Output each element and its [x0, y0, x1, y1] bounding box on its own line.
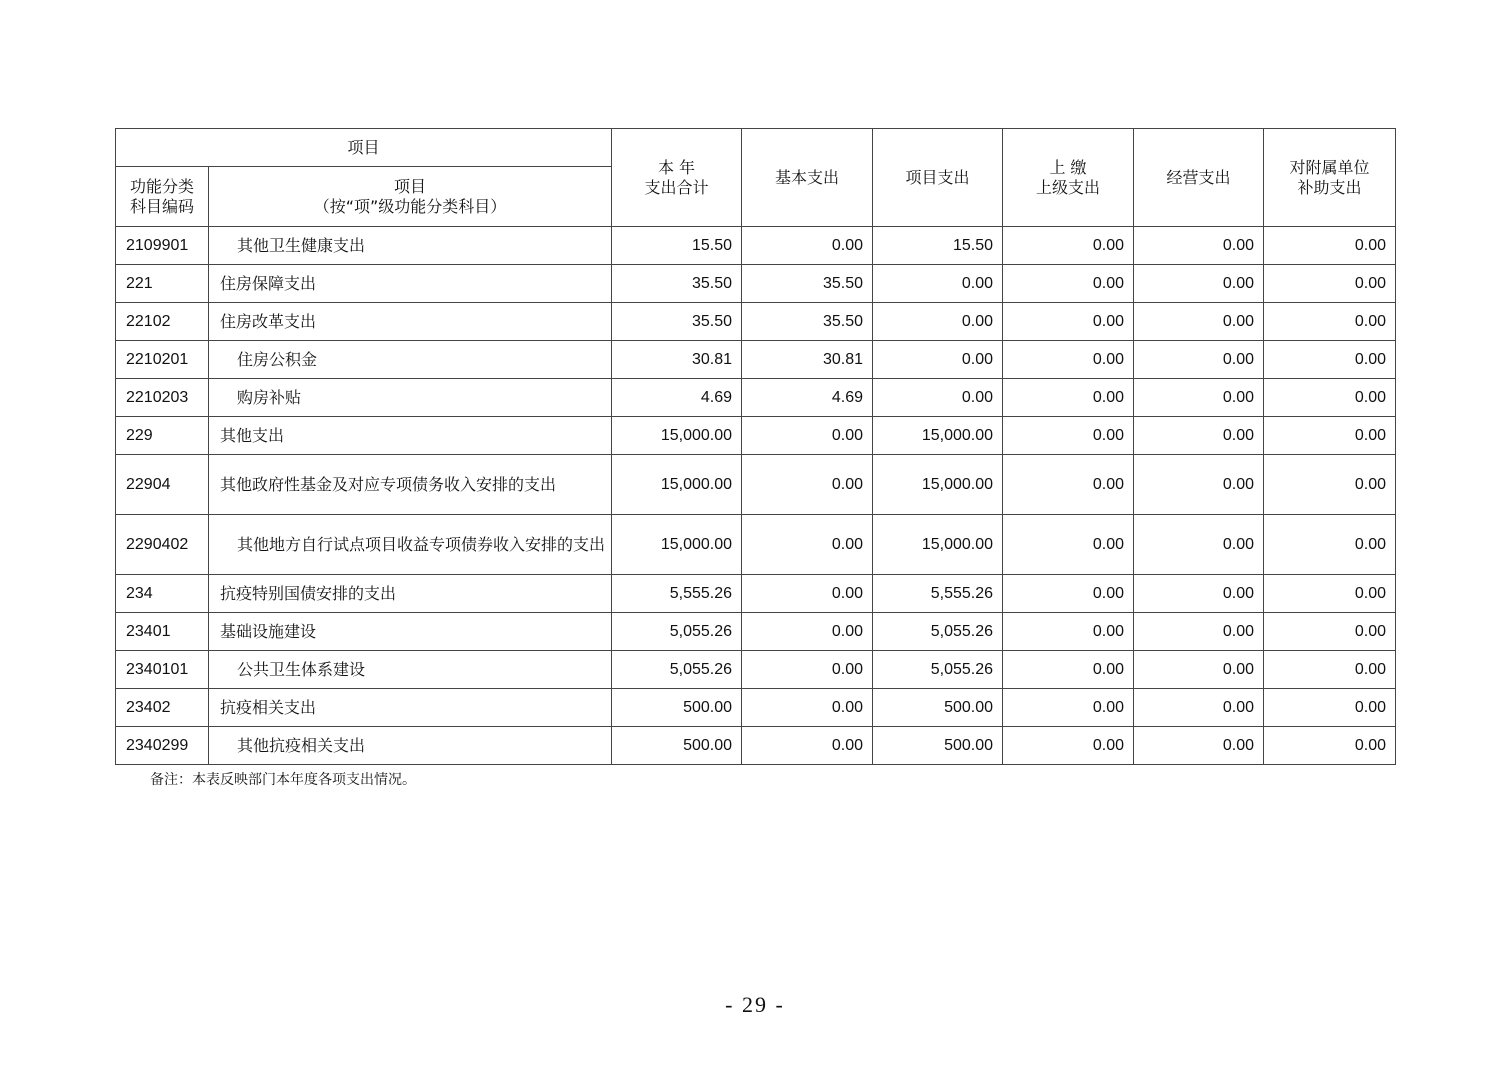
row-basic: 30.81: [742, 341, 873, 379]
page-number: - 29 -: [725, 992, 785, 1017]
row-project: 15,000.00: [873, 455, 1003, 515]
row-project: 5,055.26: [873, 651, 1003, 689]
row-subsidy: 0.00: [1264, 575, 1396, 613]
table-row: [116, 727, 1396, 765]
row-code: 234: [116, 575, 209, 613]
row-total: 30.81: [612, 341, 742, 379]
row-total: 4.69: [612, 379, 742, 417]
row-business: 0.00: [1134, 303, 1264, 341]
row-project: 15.50: [873, 227, 1003, 265]
row-basic: 0.00: [742, 575, 873, 613]
row-name: 基础设施建设: [209, 613, 612, 651]
header-code: 功能分类 科目编码: [116, 167, 209, 227]
row-upper: 0.00: [1003, 651, 1134, 689]
row-subsidy: 0.00: [1264, 265, 1396, 303]
row-upper: 0.00: [1003, 455, 1134, 515]
header-total: 本 年 支出合计: [612, 129, 742, 227]
row-basic: 4.69: [742, 379, 873, 417]
row-name: 公共卫生体系建设: [209, 651, 612, 689]
header-project: 项目支出: [873, 129, 1003, 227]
table-row: [116, 575, 1396, 613]
row-business: 0.00: [1134, 651, 1264, 689]
row-upper: 0.00: [1003, 265, 1134, 303]
expenditure-table: [115, 128, 1396, 765]
table-body: [116, 227, 1396, 765]
row-code: 2210203: [116, 379, 209, 417]
header-name: 项目 （按“项”级功能分类科目）: [209, 167, 612, 227]
row-basic: 0.00: [742, 689, 873, 727]
row-total: 5,555.26: [612, 575, 742, 613]
row-upper: 0.00: [1003, 689, 1134, 727]
table-row: [116, 379, 1396, 417]
table-row: [116, 455, 1396, 515]
row-project: 5,555.26: [873, 575, 1003, 613]
row-project: 500.00: [873, 727, 1003, 765]
row-project: 15,000.00: [873, 417, 1003, 455]
row-business: 0.00: [1134, 455, 1264, 515]
row-name: 住房保障支出: [209, 265, 612, 303]
row-upper: 0.00: [1003, 417, 1134, 455]
row-project: 500.00: [873, 689, 1003, 727]
row-code: 2290402: [116, 515, 209, 575]
row-name: 抗疫相关支出: [209, 689, 612, 727]
row-subsidy: 0.00: [1264, 227, 1396, 265]
row-code: 229: [116, 417, 209, 455]
row-upper: 0.00: [1003, 727, 1134, 765]
row-business: 0.00: [1134, 613, 1264, 651]
table-row: [116, 651, 1396, 689]
row-basic: 35.50: [742, 265, 873, 303]
row-code: 2109901: [116, 227, 209, 265]
row-upper: 0.00: [1003, 303, 1134, 341]
row-business: 0.00: [1134, 727, 1264, 765]
row-basic: 35.50: [742, 303, 873, 341]
row-business: 0.00: [1134, 575, 1264, 613]
row-basic: 0.00: [742, 651, 873, 689]
row-business: 0.00: [1134, 341, 1264, 379]
row-basic: 0.00: [742, 727, 873, 765]
header-business: 经营支出: [1134, 129, 1264, 227]
row-project: 0.00: [873, 341, 1003, 379]
table-row: [116, 689, 1396, 727]
row-name: 其他地方自行试点项目收益专项债券收入安排的支出: [209, 515, 612, 575]
row-business: 0.00: [1134, 265, 1264, 303]
table-row: [116, 515, 1396, 575]
table-row: [116, 303, 1396, 341]
row-name: 其他抗疫相关支出: [209, 727, 612, 765]
header-item-group: 项目: [116, 129, 612, 167]
row-basic: 0.00: [742, 227, 873, 265]
row-subsidy: 0.00: [1264, 727, 1396, 765]
row-name: 购房补贴: [209, 379, 612, 417]
table-row: [116, 341, 1396, 379]
row-business: 0.00: [1134, 379, 1264, 417]
table-note: 备注：本表反映部门本年度各项支出情况。: [150, 772, 416, 788]
row-code: 2340101: [116, 651, 209, 689]
row-total: 5,055.26: [612, 651, 742, 689]
row-basic: 0.00: [742, 515, 873, 575]
row-total: 15.50: [612, 227, 742, 265]
row-business: 0.00: [1134, 689, 1264, 727]
row-total: 15,000.00: [612, 455, 742, 515]
row-project: 0.00: [873, 303, 1003, 341]
row-basic: 0.00: [742, 613, 873, 651]
row-upper: 0.00: [1003, 515, 1134, 575]
row-upper: 0.00: [1003, 227, 1134, 265]
row-name: 住房改革支出: [209, 303, 612, 341]
row-subsidy: 0.00: [1264, 379, 1396, 417]
row-subsidy: 0.00: [1264, 455, 1396, 515]
row-subsidy: 0.00: [1264, 613, 1396, 651]
row-basic: 0.00: [742, 455, 873, 515]
row-project: 15,000.00: [873, 515, 1003, 575]
row-code: 221: [116, 265, 209, 303]
row-total: 15,000.00: [612, 417, 742, 455]
row-code: 23401: [116, 613, 209, 651]
table-row: [116, 227, 1396, 265]
row-total: 35.50: [612, 265, 742, 303]
row-name: 其他政府性基金及对应专项债务收入安排的支出: [209, 455, 612, 515]
row-upper: 0.00: [1003, 379, 1134, 417]
header-subsidy: 对附属单位 补助支出: [1264, 129, 1396, 227]
row-total: 500.00: [612, 689, 742, 727]
row-name: 其他卫生健康支出: [209, 227, 612, 265]
row-total: 15,000.00: [612, 515, 742, 575]
row-code: 22904: [116, 455, 209, 515]
row-business: 0.00: [1134, 515, 1264, 575]
row-code: 22102: [116, 303, 209, 341]
row-upper: 0.00: [1003, 613, 1134, 651]
row-subsidy: 0.00: [1264, 515, 1396, 575]
row-subsidy: 0.00: [1264, 651, 1396, 689]
row-total: 35.50: [612, 303, 742, 341]
row-subsidy: 0.00: [1264, 417, 1396, 455]
row-name: 其他支出: [209, 417, 612, 455]
header-upper: 上 缴 上级支出: [1003, 129, 1134, 227]
table-row: [116, 265, 1396, 303]
row-total: 500.00: [612, 727, 742, 765]
row-upper: 0.00: [1003, 341, 1134, 379]
row-project: 5,055.26: [873, 613, 1003, 651]
row-total: 5,055.26: [612, 613, 742, 651]
row-subsidy: 0.00: [1264, 341, 1396, 379]
row-subsidy: 0.00: [1264, 689, 1396, 727]
row-code: 23402: [116, 689, 209, 727]
row-name: 住房公积金: [209, 341, 612, 379]
row-business: 0.00: [1134, 227, 1264, 265]
row-code: 2340299: [116, 727, 209, 765]
row-upper: 0.00: [1003, 575, 1134, 613]
table-row: [116, 613, 1396, 651]
row-basic: 0.00: [742, 417, 873, 455]
row-code: 2210201: [116, 341, 209, 379]
row-business: 0.00: [1134, 417, 1264, 455]
table-row: [116, 417, 1396, 455]
row-name: 抗疫特别国债安排的支出: [209, 575, 612, 613]
row-project: 0.00: [873, 265, 1003, 303]
row-subsidy: 0.00: [1264, 303, 1396, 341]
header-basic: 基本支出: [742, 129, 873, 227]
row-project: 0.00: [873, 379, 1003, 417]
